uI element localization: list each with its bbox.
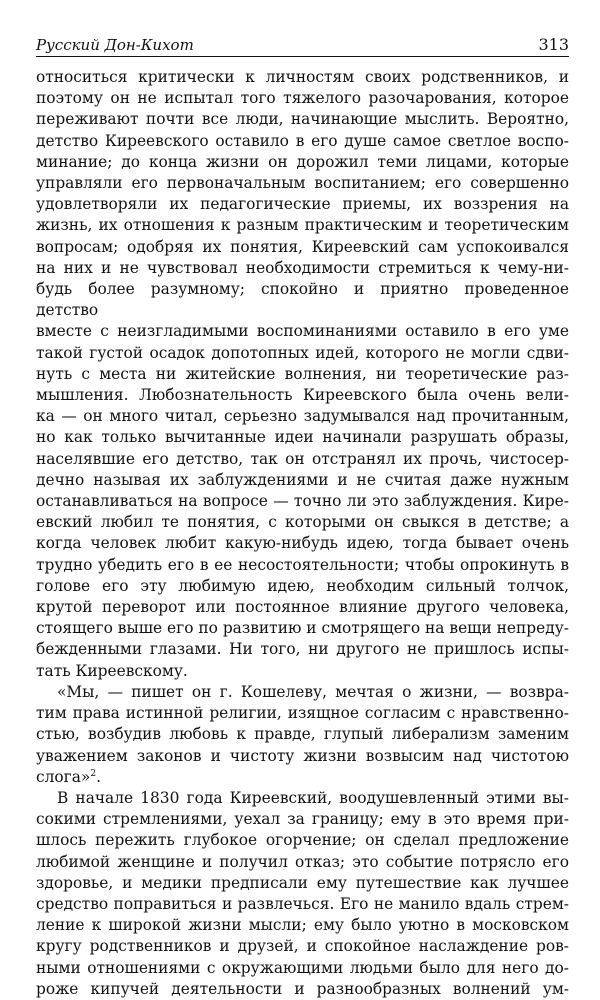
text-line: тать Киреевскому. xyxy=(36,661,188,680)
text-line: будь более разумному; спокойно и приятно проведенное детство xyxy=(36,280,569,320)
text-line: дечно называя их заблуждениями и не считая даже нужным xyxy=(36,470,569,489)
text-line: вопросам; одобряя их понятия, Киреевский сам успокоивался xyxy=(36,237,569,256)
text-line: роже кипучей деятельности и разнообразных волнений ум- xyxy=(36,979,569,998)
text-line: ка — он много читал, серьезно задумывался над прочитанным, xyxy=(36,407,569,426)
text-line: ление к широкой жизни мысли; ему было уютно в московском xyxy=(36,916,569,935)
text-line: средство поправиться и развлечься. Его не манило вдаль стрем- xyxy=(36,894,569,913)
text-line: стоящего выше его по развитию и смотрящего на вещи непреду- xyxy=(36,619,569,638)
text-line: любимой женщине и получил отказ; это событие потрясло его xyxy=(36,852,569,871)
text-line: мышления. Любознательность Киреевского была очень вели- xyxy=(36,386,569,405)
text-line: голове его эту любимую идею, необходим сильный толчок, xyxy=(36,576,569,595)
text-line: но как только вычитанные идеи начинали разрушать образы, xyxy=(36,428,569,447)
text-line: бежденными глазами. Ни того, ни другого не пришлось испы- xyxy=(36,640,569,659)
text-line xyxy=(36,767,569,788)
text-line: ными отношениями с окружающими людьми было для него до- xyxy=(36,958,569,977)
text-line: удовлетворяли их педагогические приемы, их воззрения на xyxy=(36,195,569,214)
text-line: вместе с неизгладимыми воспоминаниями оставило в его уме xyxy=(36,322,569,341)
text-line: поэтому он не испытал того тяжелого разочарования, которое xyxy=(36,89,569,108)
text-line: кругу родственников и друзей, и спокойное наслаждение ров- xyxy=(36,937,569,956)
running-title: Русский Дон-Кихот xyxy=(36,36,194,54)
page xyxy=(36,30,569,1000)
text-line: сокими стремлениями, уехал за границу; ему в это время при- xyxy=(36,810,569,829)
text-line: на них и не чувствовал необходимости стремиться к чему-ни- xyxy=(36,258,569,277)
text-line: детство Киреевского оставило в его душе самое светлое воспо- xyxy=(36,131,569,150)
footnote-marker[interactable]: 2 xyxy=(90,768,97,779)
text-line: крутой переворот или постоянное влияние другого человека, xyxy=(36,598,569,617)
text-line: когда человек любит какую-нибудь идею, тогда бывает очень xyxy=(36,534,569,553)
text-line: тим права истинной религии, изящное согласим с нравственно- xyxy=(36,704,569,723)
running-head xyxy=(36,30,569,57)
text-line: евский любил те понятия, с которыми он свыкся в детстве; а xyxy=(36,513,569,532)
text-line: шлось пережить глубокое огорчение; он сделал предложение xyxy=(36,831,569,850)
text-line: трудно убедить его в ее несостоятельности; чтобы опрокинуть в xyxy=(36,555,569,574)
text-line: уважением законов и чистоту жизни возвысим над чистотою xyxy=(36,746,569,765)
text-line: управляли его первоначальным воспитанием; его совершенно xyxy=(36,174,569,193)
text-line: здоровье, и медики предписали ему путешествие как лучшее xyxy=(36,873,569,892)
text-line: жизнь, их отношения к разным практическим и теоретическим xyxy=(36,216,569,235)
page-number: 313 xyxy=(538,35,569,54)
text-line: минание; до конца жизни он дорожил теми лицами, которые xyxy=(36,152,569,171)
text-line: относиться критически к личностям своих родственников, и xyxy=(36,68,569,86)
text-line: нуть с места ни житейские волнения, ни теоретические раз- xyxy=(36,364,569,383)
body-text xyxy=(36,67,569,1000)
text-line: стью, возбудив любовь к правде, глупый либерализм заменим xyxy=(36,725,569,744)
text-line: населявшие его детство, так он отстранял их прочь, чистосер- xyxy=(36,449,569,468)
quote-period: . xyxy=(96,767,101,786)
text-line: переживают почти все люди, начинающие мыслить. Вероятно, xyxy=(36,110,569,129)
text-line: останавливаться на вопросе — точно ли это заблуждения. Кире- xyxy=(36,492,569,511)
quote-end: слога» xyxy=(36,767,91,786)
text-line: такой густой осадок допотопных идей, которого не могли сдви- xyxy=(36,343,569,362)
text-line: «Мы, — пишет он г. Кошелеву, мечтая о жизни, — возвра- xyxy=(57,682,569,701)
text-line: В начале 1830 года Киреевский, воодушевленный этими вы- xyxy=(57,788,569,807)
